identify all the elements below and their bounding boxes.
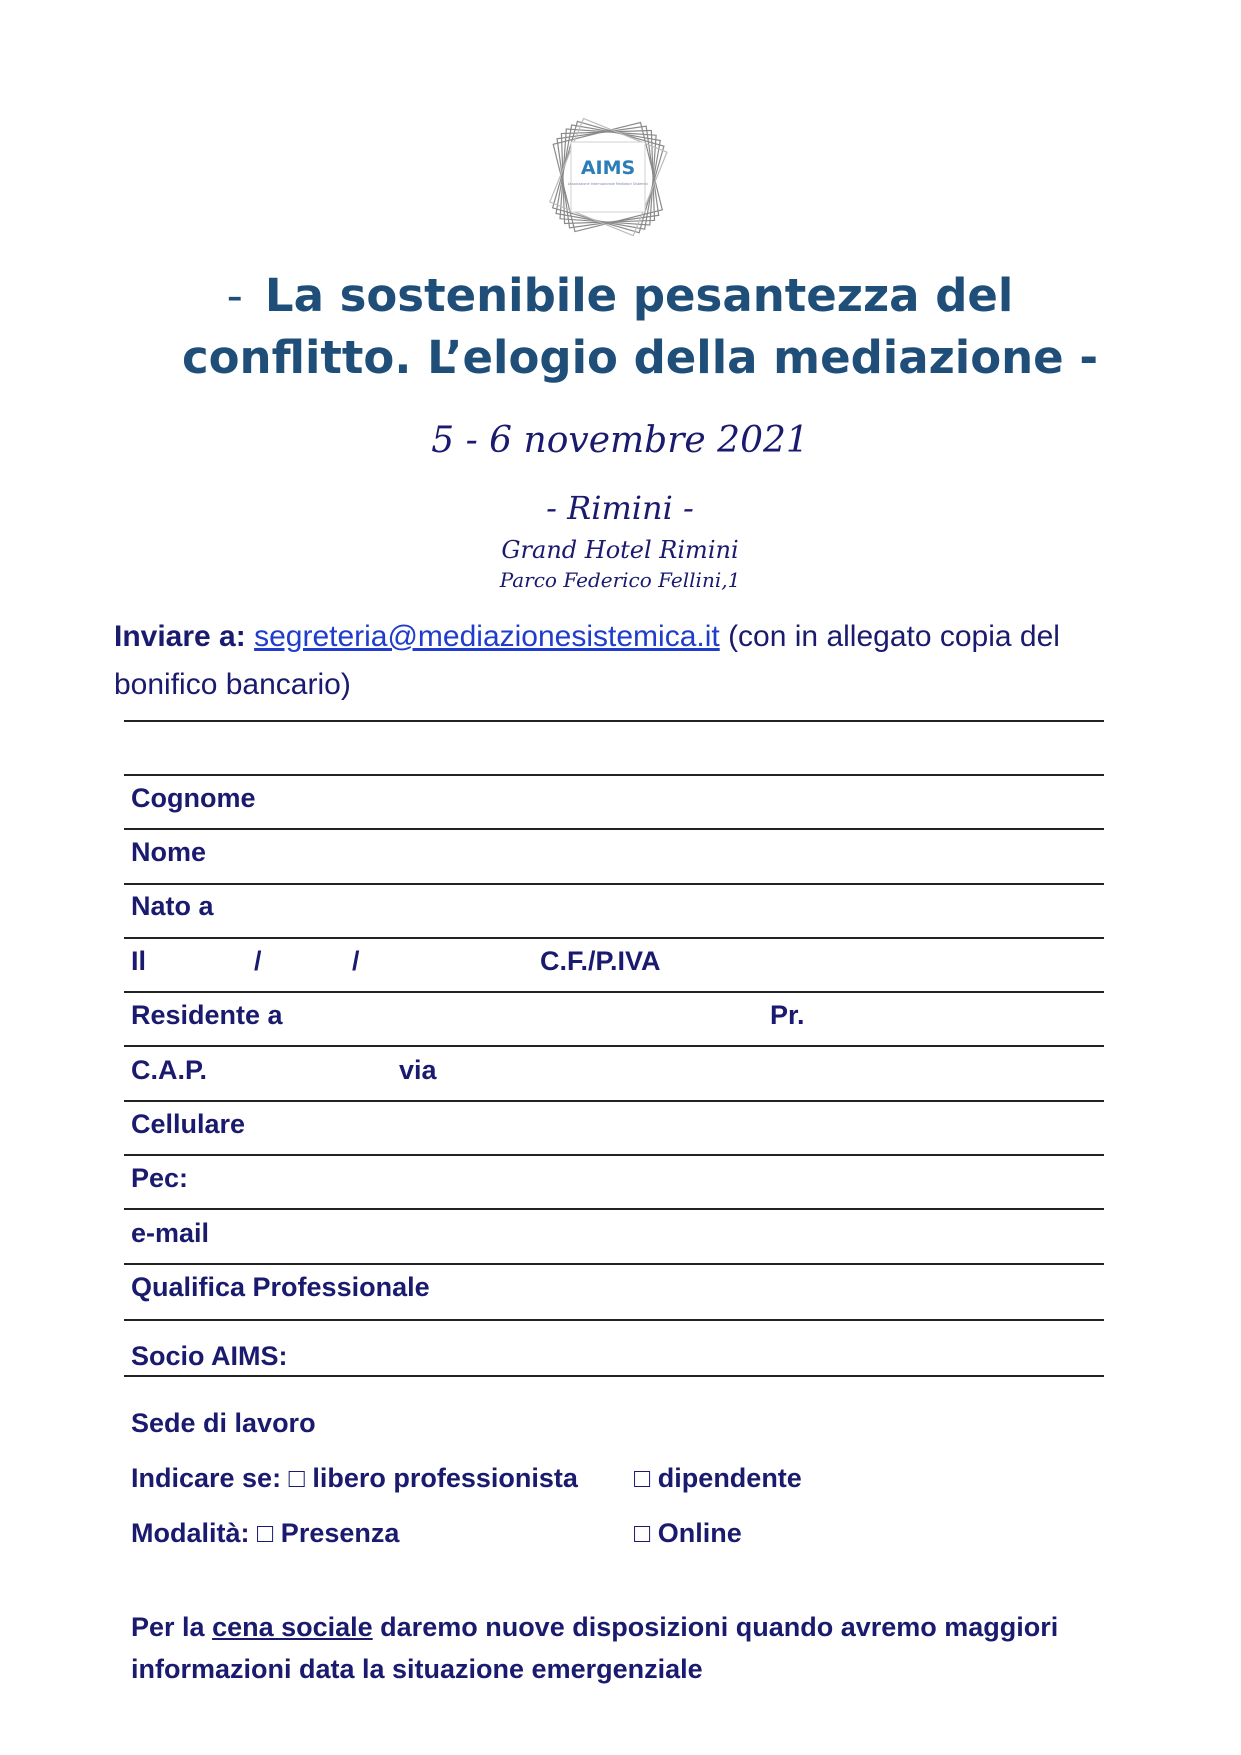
divider xyxy=(124,1100,1104,1102)
divider xyxy=(124,828,1104,830)
field-cellulare[interactable]: Cellulare xyxy=(131,1109,246,1139)
field-cap[interactable]: C.A.P. xyxy=(131,1055,208,1085)
event-place: - Rimini - xyxy=(546,489,694,527)
checkbox-online[interactable]: □ Online xyxy=(634,1518,742,1548)
checkbox-presenza[interactable]: Modalità: □ Presenza xyxy=(131,1518,400,1548)
divider xyxy=(124,1154,1104,1156)
field-qualifica[interactable]: Qualifica Professionale xyxy=(131,1272,430,1302)
divider xyxy=(124,1208,1104,1210)
field-sede-lavoro[interactable]: Sede di lavoro xyxy=(131,1408,316,1438)
field-residente[interactable]: Residente a xyxy=(131,1000,283,1030)
field-cf-piva[interactable]: C.F./P.IVA xyxy=(540,946,661,976)
title-line-1-text: La sostenibile pesantezza del xyxy=(264,269,1014,322)
field-provincia[interactable]: Pr. xyxy=(770,1000,805,1030)
date-slash-1: / xyxy=(254,946,262,976)
send-note: (con in allegato copia del bonifico bancario) xyxy=(114,620,1060,701)
checkbox-libero-professionista[interactable]: Indicare se: □ libero professionista xyxy=(131,1463,578,1493)
footer-post: daremo nuove disposizioni quando avremo maggiori informazioni data la situazione emergenziale xyxy=(131,1612,1059,1684)
field-nato-a[interactable]: Nato a xyxy=(131,891,214,921)
field-socio-aims[interactable]: Socio AIMS: xyxy=(131,1341,288,1371)
divider xyxy=(124,774,1104,776)
field-via[interactable]: via xyxy=(399,1055,437,1085)
send-label: Inviare a: xyxy=(114,620,246,653)
divider xyxy=(124,720,1104,722)
footer-note xyxy=(131,1606,1111,1690)
title-dash: - xyxy=(226,269,243,322)
footer-cena-sociale: cena sociale xyxy=(212,1612,373,1642)
divider xyxy=(124,1263,1104,1265)
field-il[interactable]: Il xyxy=(131,946,147,976)
aims-logo xyxy=(533,118,683,242)
divider xyxy=(124,937,1104,939)
divider xyxy=(124,883,1104,885)
aims-logo-graphic xyxy=(533,118,683,242)
event-date: 5 - 6 novembre 2021 xyxy=(431,420,809,461)
field-cognome[interactable]: Cognome xyxy=(131,783,256,813)
divider xyxy=(124,1319,1104,1321)
field-pec[interactable]: Pec: xyxy=(131,1163,189,1193)
date-slash-2: / xyxy=(352,946,360,976)
divider xyxy=(124,1375,1104,1377)
title-line-1 xyxy=(120,264,1120,328)
field-nome[interactable]: Nome xyxy=(131,837,207,867)
logo-text: AIMS xyxy=(580,157,636,179)
event-address: Parco Federico Fellini,1 xyxy=(499,568,741,592)
divider xyxy=(124,991,1104,993)
footer-pre: Per la xyxy=(131,1612,213,1642)
logo-subtext: Associazione Internazionale Mediatori Sistemici xyxy=(567,182,649,186)
event-hotel: Grand Hotel Rimini xyxy=(501,536,739,564)
field-email[interactable]: e-mail xyxy=(131,1218,210,1248)
send-email-link[interactable]: segreteria@mediazionesistemica.it xyxy=(254,620,720,653)
send-instructions xyxy=(114,613,1074,709)
title-line-2: conflitto. L’elogio della mediazione - xyxy=(181,331,1099,384)
divider xyxy=(124,1045,1104,1047)
checkbox-dipendente[interactable]: □ dipendente xyxy=(634,1463,802,1493)
